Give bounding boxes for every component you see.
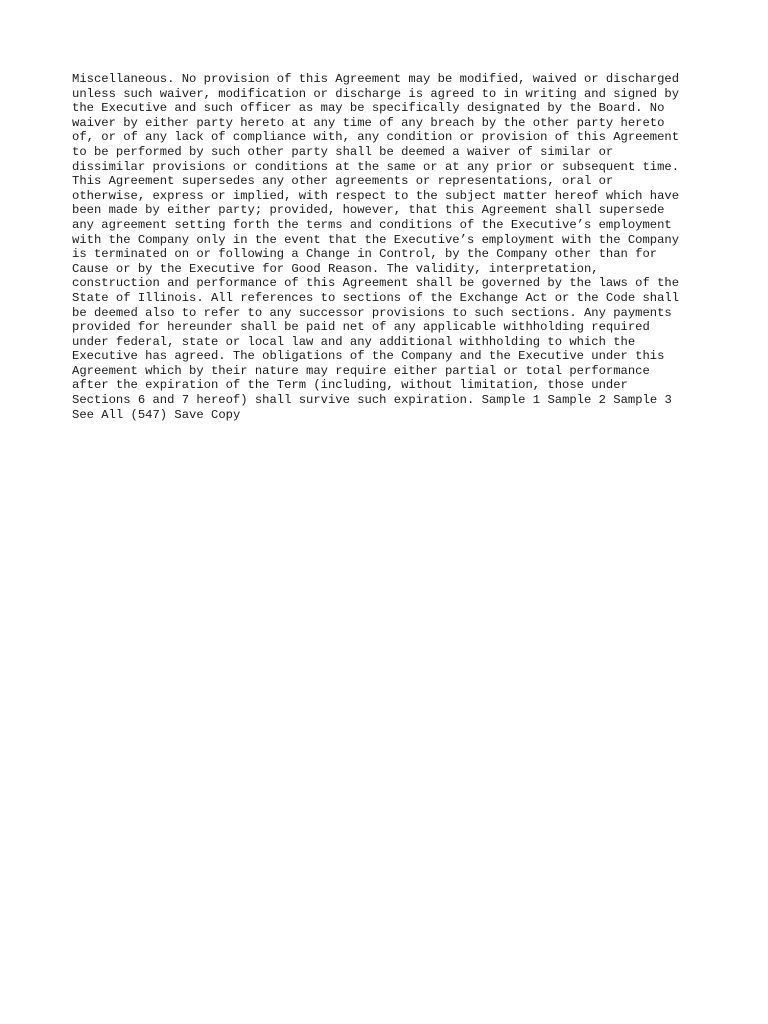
clause-line: be deemed also to refer to any successor provisions to such sections. Any payments [72, 305, 672, 320]
clause-line: is terminated on or following a Change in Control, by the Company other than for [72, 247, 658, 262]
save-button[interactable]: Save [174, 407, 204, 422]
clause-line: This Agreement supersedes any other agreements or representations, oral or [72, 174, 614, 189]
clause-line: otherwise, express or implied, with respect to the subject matter hereof which have [72, 188, 680, 203]
clause-line: of, or of any lack of compliance with, any condition or provision of this Agreement [72, 130, 680, 145]
clause-line: dissimilar provisions or conditions at the same or at any prior or subsequent time. [72, 159, 680, 174]
clause-line: under federal, state or local law and any additional withholding to which the [72, 334, 636, 349]
clause-line: Agreement which by their nature may require either partial or total performance [72, 363, 650, 378]
clause-line: State of Illinois. All references to sections of the Exchange Act or the Code shall [72, 290, 680, 305]
copy-button[interactable]: Copy [211, 407, 241, 422]
clause-line: waiver by either party hereto at any time of any breach by the other party hereto [72, 115, 665, 130]
clause-line: Sections 6 and 7 hereof) shall survive such expiration. [72, 393, 475, 408]
clause-line: the Executive and such officer as may be specifically designated by the Board. No [72, 101, 665, 116]
document-page [72, 72, 702, 422]
sample-1-link[interactable]: Sample 1 [481, 393, 541, 408]
clause-line: Executive has agreed. The obligations of the Company and the Executive under this [72, 349, 665, 364]
clause-line: been made by either party; provided, however, that this Agreement shall supersede [72, 203, 665, 218]
clause-line: after the expiration of the Term (including, without limitation, those under [72, 378, 628, 393]
clause-line: provided for hereunder shall be paid net of any applicable withholding required [72, 320, 650, 335]
clause-line: Miscellaneous. No provision of this Agreement may be modified, waived or discharged [72, 72, 680, 86]
clause-line: Cause or by the Executive for Good Reason. The validity, interpretation, [72, 261, 599, 276]
see-all-link[interactable]: See All (547) [72, 407, 168, 422]
clause-line: with the Company only in the event that the Executive’s employment with the Company [72, 232, 680, 247]
clause-line: unless such waiver, modification or discharge is agreed to in writing and signed by [72, 86, 680, 101]
clause-line: construction and performance of this Agreement shall be governed by the laws of the [72, 276, 680, 291]
sample-2-link[interactable]: Sample 2 [547, 393, 606, 408]
clause-text [72, 72, 702, 422]
sample-3-link[interactable]: Sample 3 [613, 393, 672, 408]
clause-line: to be performed by such other party shall be deemed a waiver of similar or [72, 144, 614, 159]
clause-line: any agreement setting forth the terms and conditions of the Executive’s employment [72, 217, 672, 232]
